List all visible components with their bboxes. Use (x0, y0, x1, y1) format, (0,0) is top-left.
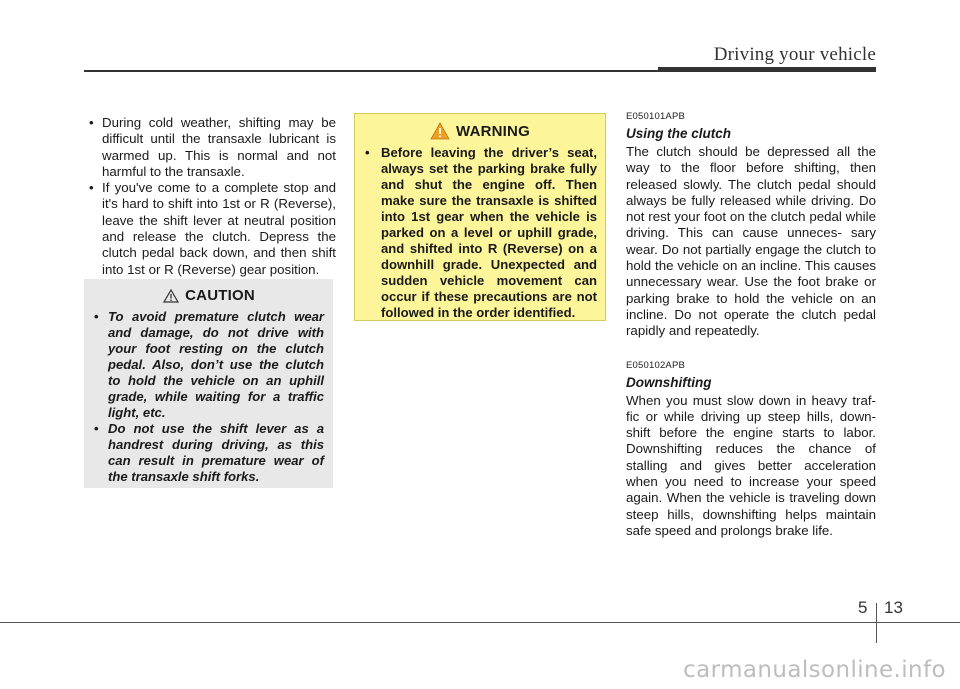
warning-header (363, 122, 597, 140)
caution-list (94, 309, 324, 485)
warning-list (363, 145, 597, 321)
page-number: 13 (884, 598, 903, 617)
section-code: E050102APB (626, 359, 686, 371)
section-downshifting (626, 360, 876, 540)
caution-box (84, 279, 333, 488)
left-column (84, 115, 336, 278)
header-rule-accent (658, 67, 876, 72)
warning-triangle-icon (430, 122, 450, 140)
bullet-item: • If you've come to a complete stop and it's hard to shift into 1st or R (Reverse), leave the shift lever at neutral position and release the clutch. Depress the clutch pedal back down, and then shift into 1st or R (Reverse) gear position. (84, 180, 336, 278)
bullet-item: • During cold weather, shifting may be difficult until the transaxle lubricant is warmed up. This is normal and not harmful to the transaxle. (84, 115, 336, 180)
caution-item: • To avoid premature clutch wear and damage, do not drive with your foot resting on the clutch pedal. Also, don’t use the clutch to hold the vehicle on an uphill grade, while waiting for a traffic light, etc. (94, 309, 324, 421)
left-bullet-list (84, 115, 336, 278)
caution-triangle-icon (163, 289, 179, 303)
chapter-number: 5 (858, 598, 868, 617)
footer-separator (876, 603, 877, 643)
section-using-clutch (626, 111, 876, 340)
section-heading: Downshifting (626, 374, 712, 390)
watermark: carmanualsonline.info (683, 657, 946, 683)
footer-rule (0, 622, 960, 623)
warning-title: WARNING (456, 122, 530, 140)
section-body: When you must slow down in heavy traf- fic or while driving up steep hills, down- shift before the engine starts to labor. Downshifting reduces the chance of stalling and gives better acceleration when you need to increase your speed again. When the vehicle is traveling down steep hills, downshifting helps maintain safe speed and prolongs brake life. (626, 392, 876, 538)
caution-title: CAUTION (185, 287, 255, 304)
section-heading: Using the clutch (626, 126, 732, 141)
warning-box (354, 113, 606, 321)
section-code: E050101APB (626, 111, 686, 122)
right-column (626, 111, 876, 539)
section-body: The clutch should be depressed all the way to the floor before shifting, then released slowly. The clutch pedal should always be fully released while driving. Do not rest your foot on the clutch pedal while driving. This can cause unneces- sary wear. Do not partially engage the clutch to hold the vehicle on an incline. This causes unnecessary wear. Use the foot brake or parking brake to hold the vehicle on an incline. Do not operate the clutch pedal rapidly and repeatedly. (626, 144, 876, 339)
warning-item: • Before leaving the driver’s seat, always set the parking brake fully and shut the engine off. Then make sure the transaxle is shifted into 1st gear when the vehicle is parked on a level or uphill grade, and shifted into R (Reverse) on a downhill grade. Unexpected and sudden vehicle movement can occur if these precautions are not followed in the order identified. (363, 145, 597, 321)
caution-item: • Do not use the shift lever as a handrest during driving, as this can result in premature wear of the transaxle shift forks. (94, 421, 324, 485)
caution-header (94, 287, 324, 304)
running-header: Driving your vehicle (713, 44, 876, 65)
